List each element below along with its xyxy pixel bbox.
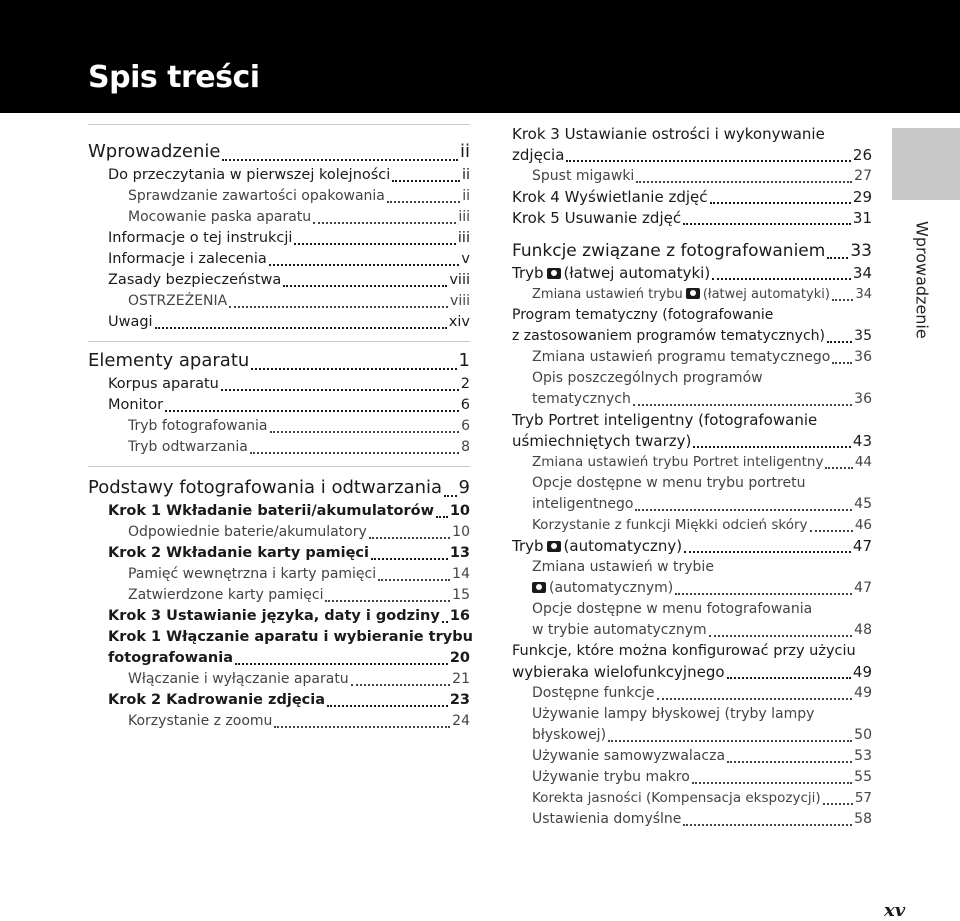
toc-title: Wprowadzenie: [88, 141, 221, 162]
toc-entry[interactable]: [88, 669, 470, 690]
toc-entry-line[interactable]: Zmiana ustawień w trybie: [532, 559, 714, 575]
toc-entry-title: Korpus aparatu: [108, 376, 219, 392]
toc-entry[interactable]: błyskowej) 50: [532, 727, 872, 743]
toc-entry[interactable]: [88, 374, 470, 395]
toc-entry-page: iii: [457, 230, 470, 246]
toc-entry[interactable]: [88, 522, 470, 543]
toc-entry-line[interactable]: Funkcje, które można konfigurować przy użyciu: [512, 643, 856, 659]
toc-entry[interactable]: z zastosowaniem programów tematycznych) 35: [512, 328, 872, 344]
toc-entry-page: iii: [458, 209, 470, 225]
toc-entry[interactable]: Krok 5 Usuwanie zdjęć 31: [512, 209, 872, 227]
toc-entry[interactable]: Dostępne funkcje 49: [532, 685, 872, 701]
toc-entry-title: Do przeczytania w pierwszej kolejności: [108, 167, 391, 183]
toc-entry-page: 24: [452, 713, 470, 729]
toc-entry[interactable]: [88, 416, 470, 437]
toc-entry[interactable]: tematycznych 36: [532, 391, 872, 407]
toc-right-column: [512, 124, 872, 830]
toc-entry-title: Informacje i zalecenia: [108, 251, 267, 267]
page-title: Spis treści: [88, 60, 260, 95]
toc-entry[interactable]: [88, 312, 470, 333]
toc-entry-title: Monitor: [108, 397, 164, 413]
toc-page: 9: [458, 477, 470, 498]
toc-entry[interactable]: [88, 165, 470, 186]
toc-entry[interactable]: [88, 186, 470, 207]
easy-auto-camera-icon: [686, 288, 700, 299]
section-tab-label: Wprowadzenie: [912, 221, 932, 339]
section-tab[interactable]: [892, 128, 960, 200]
toc-entry[interactable]: [88, 270, 470, 291]
toc-left-column: [88, 124, 473, 732]
toc-entry[interactable]: [88, 228, 470, 249]
toc-entry-page: 23: [449, 692, 470, 708]
toc-entry-title: Krok 3 Ustawianie języka, daty i godziny: [108, 608, 440, 624]
toc-entry[interactable]: Ustawienia domyślne 58: [532, 811, 872, 827]
toc-entry-page: 10: [452, 524, 470, 540]
toc-entry-line[interactable]: Opcje dostępne w menu fotografowania: [532, 601, 813, 617]
toc-entry[interactable]: Tryb (łatwej automatyki) 34: [512, 264, 872, 282]
toc-entry-line[interactable]: Tryb Portret inteligentny (fotografowanie: [512, 411, 818, 429]
toc-entry[interactable]: [88, 606, 470, 627]
toc-entry-title: Tryb fotografowania: [128, 418, 268, 434]
toc-entry-title: Mocowanie paska aparatu: [128, 209, 312, 225]
toc-entry[interactable]: [88, 437, 470, 458]
easy-auto-camera-icon: [547, 268, 561, 279]
toc-entry[interactable]: uśmiechniętych twarzy) 43: [512, 432, 872, 450]
toc-entry[interactable]: Korekta jasności (Kompensacja ekspozycji) 57: [532, 790, 872, 806]
toc-entry-line[interactable]: Używanie lampy błyskowej (tryby lampy: [532, 706, 815, 722]
auto-camera-icon: [547, 541, 561, 552]
toc-section-podstawy[interactable]: [88, 475, 470, 501]
toc-entry-page: 6: [460, 397, 470, 413]
toc-entry[interactable]: Korzystanie z funkcji Miękki odcień skóry 46: [532, 517, 872, 533]
toc-entry-line[interactable]: Krok 3 Ustawianie ostrości i wykonywanie: [512, 125, 825, 143]
toc-entry-page: 13: [449, 545, 470, 561]
toc-entry[interactable]: [88, 543, 470, 564]
toc-entry[interactable]: Spust migawki 27: [532, 168, 872, 184]
page-number: xv: [884, 900, 906, 921]
toc-entry[interactable]: Używanie trybu makro 55: [532, 769, 872, 785]
toc-entry[interactable]: Zmiana ustawień programu tematycznego 36: [532, 349, 872, 365]
toc-entry-title: Informacje o tej instrukcji: [108, 230, 293, 246]
toc-entry-page: ii: [462, 188, 470, 204]
toc-section-wprowadzenie[interactable]: [88, 139, 470, 165]
toc-entry-page: 8: [461, 439, 470, 455]
toc-entry[interactable]: Krok 4 Wyświetlanie zdjęć 29: [512, 188, 872, 206]
toc-entry[interactable]: Zmiana ustawień trybu Portret inteligentny 44: [532, 454, 872, 470]
toc-entry[interactable]: Zmiana ustawień trybu (łatwej automatyki) 34: [532, 287, 872, 302]
toc-entry-title: Zatwierdzone karty pamięci: [128, 587, 324, 603]
toc-entry-line[interactable]: Krok 1 Włączanie aparatu i wybieranie trybu: [108, 629, 473, 645]
toc-entry[interactable]: [88, 690, 470, 711]
toc-entry[interactable]: [88, 395, 470, 416]
toc-entry-line[interactable]: Opcje dostępne w menu trybu portretu: [532, 475, 806, 491]
toc-entry-title: OSTRZEŻENIA: [128, 293, 228, 309]
toc-entry-title: Tryb odtwarzania: [128, 439, 248, 455]
toc-entry-page: 21: [452, 671, 470, 687]
toc-title: Podstawy fotografowania i odtwarzania: [88, 477, 443, 498]
toc-entry-page: 10: [449, 503, 470, 519]
toc-entry-title: Włączanie i wyłączanie aparatu: [128, 671, 349, 687]
toc-entry[interactable]: [88, 564, 470, 585]
toc-entry-page: 16: [449, 608, 470, 624]
toc-entry[interactable]: w trybie automatycznym 48: [532, 622, 872, 638]
toc-entry-title: Sprawdzanie zawartości opakowania: [128, 188, 385, 204]
toc-title: Elementy aparatu: [88, 350, 250, 371]
toc-entry-title: Zasady bezpieczeństwa: [108, 272, 282, 288]
toc-entry-title: Pamięć wewnętrzna i karty pamięci: [128, 566, 377, 582]
toc-entry-page: 6: [461, 418, 470, 434]
toc-entry-page: 15: [452, 587, 470, 603]
toc-entry[interactable]: wybieraka wielofunkcyjnego 49: [512, 663, 872, 681]
toc-entry-title: Korzystanie z zoomu: [128, 713, 273, 729]
toc-entry[interactable]: [88, 207, 470, 228]
toc-entry-line[interactable]: Program tematyczny (fotografowanie: [512, 307, 774, 323]
toc-entry-page: viii: [449, 272, 470, 288]
toc-entry[interactable]: (automatycznym) 47: [512, 578, 872, 599]
toc-entry[interactable]: [88, 249, 470, 270]
toc-section-funkcje[interactable]: Funkcje związane z fotografowaniem 33: [512, 241, 872, 261]
auto-camera-icon: [532, 582, 546, 593]
toc-entry-title: Krok 1 Wkładanie baterii/akumulatorów: [108, 503, 434, 519]
toc-entry-page: xiv: [448, 314, 470, 330]
toc-entry[interactable]: [88, 291, 470, 312]
toc-entry-page: 14: [452, 566, 470, 582]
toc-entry-page: 2: [460, 376, 470, 392]
toc-entry-title: Uwagi: [108, 314, 153, 330]
toc-entry[interactable]: [88, 585, 470, 606]
toc-entry-page: v: [461, 251, 470, 267]
toc-entry-title: Odpowiednie baterie/akumulatory: [128, 524, 367, 540]
toc-page: ii: [459, 141, 470, 162]
toc-entry-page: viii: [450, 293, 470, 309]
toc-entry-page: ii: [461, 167, 470, 183]
toc-entry[interactable]: zdjęcia 26: [512, 146, 872, 164]
toc-entry[interactable]: [88, 501, 470, 522]
toc-entry-line[interactable]: Opis poszczególnych programów: [532, 370, 763, 386]
page-header: [0, 0, 960, 113]
toc-page: 1: [458, 350, 470, 371]
toc-section-elementy[interactable]: [88, 348, 470, 374]
toc-entry[interactable]: Używanie samowyzwalacza 53: [532, 748, 872, 764]
toc-entry-title: Krok 2 Wkładanie karty pamięci: [108, 545, 369, 561]
toc-entry[interactable]: [88, 711, 470, 732]
toc-entry-title: Krok 2 Kadrowanie zdjęcia: [108, 692, 326, 708]
toc-entry[interactable]: fotografowania 20: [108, 650, 470, 666]
toc-entry[interactable]: inteligentnego 45: [532, 496, 872, 512]
toc-entry[interactable]: Tryb (automatyczny) 47: [512, 537, 872, 555]
